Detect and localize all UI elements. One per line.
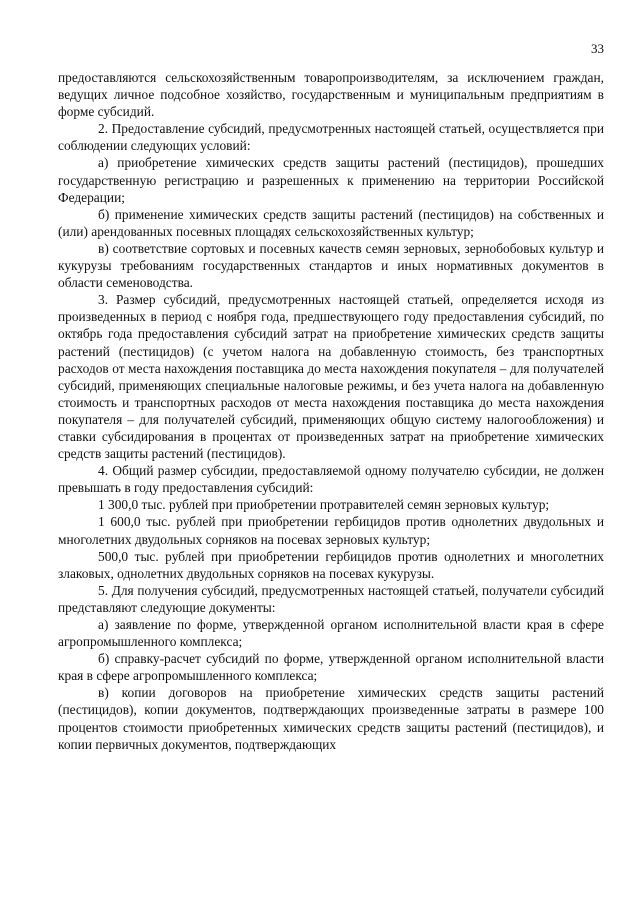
paragraph-clause-3: 3. Размер субсидий, предусмотренных настоящей статьей, определяется исходя из произведенных в период с ноября года, предшествующего году предоставления субсидий, по октябрь года предоставления субсидий затрат на приобретение химических средств защиты растений (пестицидов) (с учетом налога на добавленную стоимость, без транспортных расходов от места нахождения поставщика до места нахождения покупателя – для получателей субсидий, применяющих специальные налоговые режимы, и без учета налога на добавленную стоимость и транспортных расходов от места нахождения поставщика до места нахождения покупателя – для получателей субсидий, применяющих общую систему налогообложения) и ставки субсидирования в процентах от произведенных затрат на приобретение химических средств защиты растений (пестицидов). (58, 292, 604, 462)
paragraph-condition-v: в) соответствие сортовых и посевных качеств семян зерновых, зернобобовых культур и кукурузы требованиям государственных стандартов и иных нормативных документов в области семеноводства. (58, 240, 604, 291)
page-number: 33 (591, 41, 604, 56)
document-body (58, 69, 604, 753)
paragraph-document-b: б) справку-расчет субсидий по форме, утвержденной органом исполнительной власти края в сфере агропромышленного комплекса; (58, 651, 604, 684)
paragraph-limit-herbicide-grain: 1 600,0 тыс. рублей при приобретении гербицидов против однолетних двудольных и многолетних двудольных сорняков на посевах зерновых культур; (58, 514, 604, 547)
paragraph-document-a: а) заявление по форме, утвержденной органом исполнительной власти края в сфере агропромышленного комплекса; (58, 617, 604, 650)
paragraph-clause-4: 4. Общий размер субсидии, предоставляемой одному получателю субсидии, не должен превышать в году предоставления субсидий: (58, 463, 604, 496)
paragraph-clause-2: 2. Предоставление субсидий, предусмотренных настоящей статьей, осуществляется при соблюдении следующих условий: (58, 121, 604, 154)
paragraph-condition-a: а) приобретение химических средств защиты растений (пестицидов), прошедших государственную регистрацию и разрешенных к применению на территории Российской Федерации; (58, 155, 604, 205)
paragraph-limit-seed-treatment: 1 300,0 тыс. рублей при приобретении протравителей семян зерновых культур; (98, 497, 550, 513)
paragraph-document-v: в) копии договоров на приобретение химических средств защиты растений (пестицидов), копии документов, подтверждающих произведенные затраты в размере 100 процентов стоимости приобретенных химических средств защиты растений (пестицидов), и копии первичных документов, подтверждающих (58, 685, 604, 752)
paragraph-continuation: предоставляются сельскохозяйственным товаропроизводителям, за исключением граждан, ведущих личное подсобное хозяйство, государственным и муниципальным предприятиям в форме субсидий. (58, 70, 604, 120)
paragraph-limit-herbicide-corn: 500,0 тыс. рублей при приобретении гербицидов против однолетних и многолетних злаковых, однолетних двудольных сорняков на посевах кукурузы. (58, 548, 604, 581)
paragraph-clause-5: 5. Для получения субсидий, предусмотренных настоящей статьей, получатели субсидий представляют следующие документы: (58, 582, 604, 615)
paragraph-condition-b: б) применение химических средств защиты растений (пестицидов) на собственных и (или) арендованных посевных площадях сельскохозяйственных культур; (58, 206, 604, 239)
